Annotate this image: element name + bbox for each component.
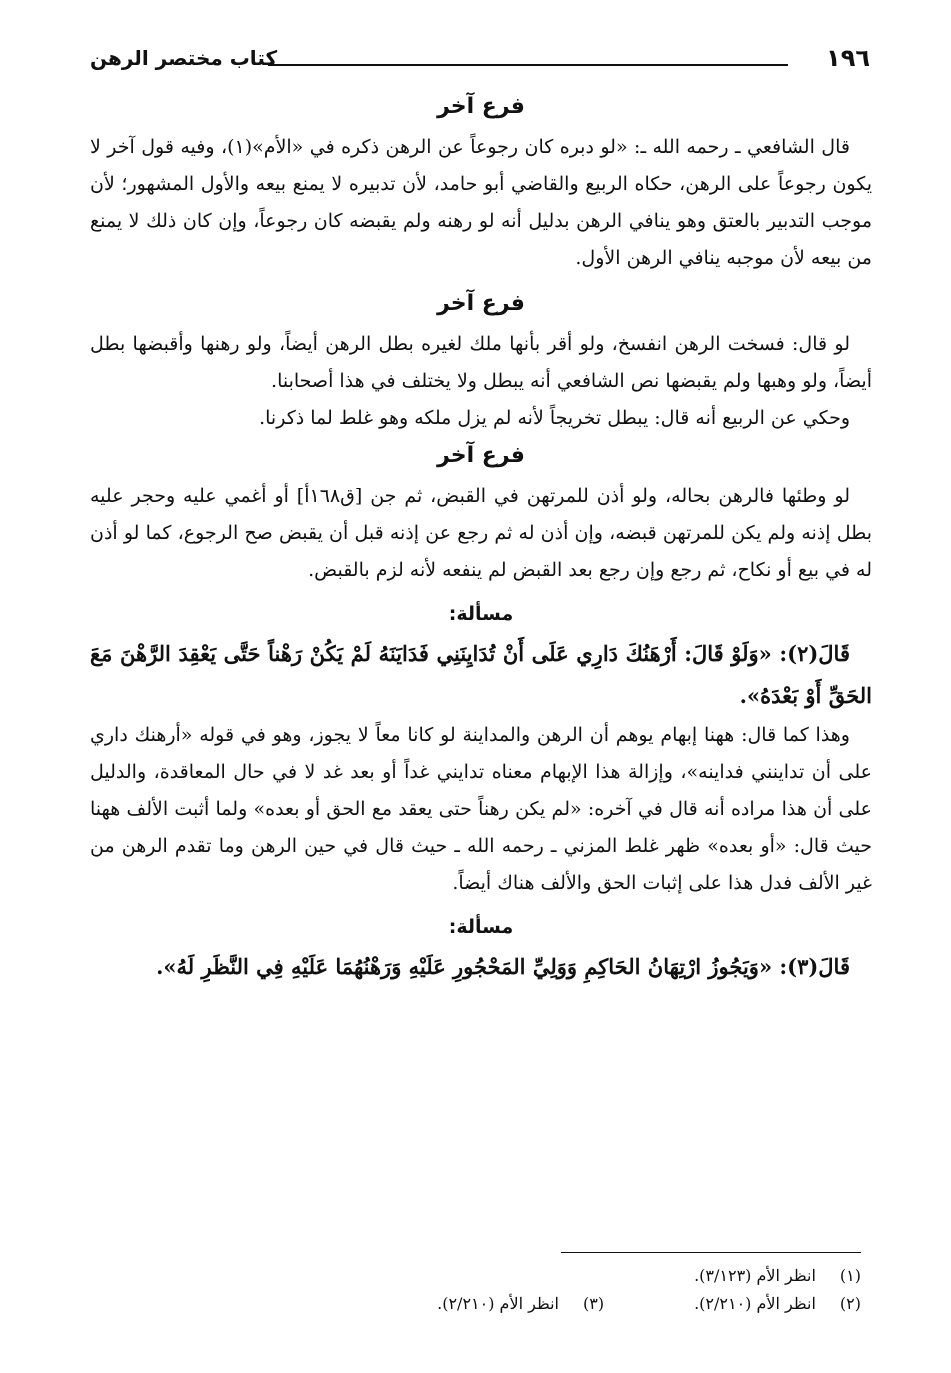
quoted-text: قَالَ(٢): «وَلَوْ قَالَ: أَرْهَنُكَ دَارِي عَلَى أَنْ تُدَايِنَنِي فَدَايَنَهُ لَمْ يَكُنْ رَهْناً حَتَّى يَعْقِدَ الرَّهْنَ مَعَ الحَقِّ أَوْ بَعْدَهُ». (90, 641, 872, 708)
section-heading: فرع آخر (437, 291, 525, 316)
paragraph: لو وطئها فالرهن بحاله، ولو أذن للمرتهن في القبض، ثم جن [ق١٦٨أ] أو أغمي عليه وحجر عليه بطل إذنه ولم يكن للمرتهن قبضه، وإن أذن له ثم رجع عن إذنه قبل أن يقبض صح الرجوع، كما لو أذن له في بيع أو نكاح، ثم رجع وإن رجع بعد القبض لم ينفعه لأنه لزم بالقبض. (90, 485, 872, 581)
footnotes (261, 1262, 861, 1318)
footnote-number: (٣) (582, 1294, 605, 1313)
footnote-text: انظر الأم (٣/١٢٣). (694, 1266, 816, 1285)
quoted-text: قَالَ(٣): «وَيَجُوزُ ارْتِهَانُ الحَاكِمِ وَوَلِيِّ المَحْجُورِ عَلَيْهِ وَرَهْنُهُمَا عَلَيْهِ فِي النَّظَرِ لَهُ». (156, 954, 850, 979)
running-title: كتاب مختصر الرهن (90, 46, 278, 70)
footnote (437, 1290, 604, 1318)
paragraph: لو قال: فسخت الرهن انفسخ، ولو أقر بأنها ملك لغيره بطل الرهن أيضاً، ولو رهنها وأقبضها بطل أيضاً، ولو وهبها ولم يقبضها نص الشافعي أنه يبطل ولا يختلف في هذا أصحابنا. (90, 333, 872, 392)
issue-heading: مسألة: (448, 603, 514, 625)
footnote-number: (٢) (839, 1294, 861, 1313)
page-header (90, 44, 870, 84)
section-heading: فرع آخر (437, 443, 525, 468)
issue-heading: مسألة: (448, 916, 514, 938)
header-rule (268, 64, 788, 66)
footnote (694, 1262, 861, 1290)
paragraph: قال الشافعي ـ رحمه الله ـ: «لو دبره كان رجوعاً عن الرهن ذكره في «الأم»(١)، وفيه قول آخر لا يكون رجوعاً على الرهن، حكاه الربيع والقاضي أبو حامد، لأن تدبيره لا يمنع بيعه والأول المشهور؛ لأن موجب التدبير بالعتق وهو ينافي الرهن بدليل أنه لو رهنه ولم يقبضه كان رجوعاً، وإن كان ذلك لا يمنع من بيعه لأن موجبه ينافي الرهن الأول. (90, 136, 872, 269)
footnote-number: (١) (839, 1266, 861, 1285)
footnote-rule (561, 1252, 861, 1253)
footnote-text: انظر الأم (٢/٢١٠). (437, 1294, 559, 1313)
paragraph: وحكي عن الربيع أنه قال: يبطل تخريجاً لأنه لم يزل ملكه وهو غلط لما ذكرنا. (259, 407, 850, 429)
paragraph: وهذا كما قال: ههنا إبهام يوهم أن الرهن والمداينة لو كانا معاً لا يجوز، وهو في قوله «أرهنك داري على أن تداينني فداينه»، وإزالة هذا الإبهام معناه تدايني غداً أو بعد غد لا في حال المعاقدة، والدليل على أن هذا مراده أنه قال في آخره: «لم يكن رهناً حتى يعقد مع الحق أو بعده» ولما أثبت الألف ههنا حيث قال: «أو بعده» ظهر غلط المزني ـ رحمه الله ـ حيث قال في حين الرهن وما تقدم الرهن من غير الألف فدل هذا على إثبات الحق والألف هناك أيضاً. (90, 724, 872, 894)
footnote (694, 1290, 861, 1318)
page-number: ١٩٦ (826, 44, 870, 72)
section-heading: فرع آخر (437, 94, 525, 119)
footnote-text: انظر الأم (٢/٢١٠). (694, 1294, 816, 1313)
page-content (90, 88, 872, 988)
